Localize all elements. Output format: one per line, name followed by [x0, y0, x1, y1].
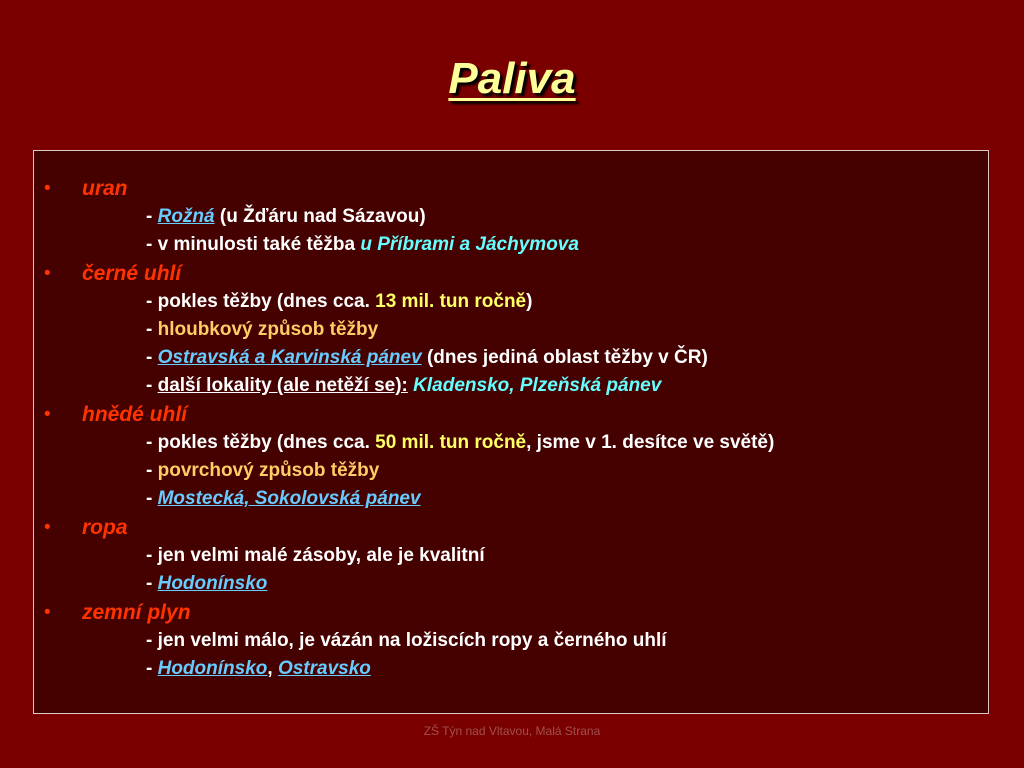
underlined-text: další lokality (ale netěží se):: [157, 375, 408, 396]
production-value: 50 mil. tun ročně: [375, 432, 527, 453]
ropa-line-2: [146, 570, 267, 598]
topic-label: uran: [82, 177, 128, 200]
location-link-rozna[interactable]: Rožná: [157, 206, 215, 227]
zemni-plyn-line-2: [146, 655, 371, 683]
dash: -: [146, 319, 158, 340]
topic-label: ropa: [82, 516, 128, 539]
dash: -: [146, 206, 158, 227]
production-value: 13 mil. tun ročně: [375, 291, 527, 312]
uran-line-1: [146, 203, 426, 231]
topic-uran: [82, 175, 128, 203]
bullet-icon: •: [44, 178, 51, 199]
topic-zemni-plyn: [82, 599, 191, 627]
cerne-uhli-line-2: [146, 316, 378, 344]
dash: -: [146, 460, 158, 481]
detail-text: - jen velmi malé zásoby, ale je kvalitní: [146, 545, 485, 566]
hnede-uhli-line-1: [146, 429, 774, 457]
separator: ,: [267, 658, 278, 679]
slide-title: Paliva: [448, 54, 576, 103]
cerne-uhli-line-1: [146, 288, 532, 316]
location-link-mostecka-sokolovska[interactable]: Mostecká, Sokolovská pánev: [157, 488, 421, 509]
mining-method: povrchový způsob těžby: [157, 460, 380, 481]
bullet-icon: •: [44, 602, 51, 623]
topic-label: černé uhlí: [82, 262, 182, 285]
topic-label: hnědé uhlí: [82, 403, 187, 426]
topic-hnede-uhli: [82, 401, 187, 429]
uran-line-2: [146, 231, 579, 259]
zemni-plyn-line-1: [146, 627, 667, 655]
slide-footer: ZŠ Týn nad Vltavou, Malá Strana: [423, 724, 601, 738]
mining-method: hloubkový způsob těžby: [157, 319, 379, 340]
location-link-ostravsko[interactable]: Ostravsko: [277, 658, 371, 679]
dash: -: [146, 573, 158, 594]
dash: -: [146, 347, 158, 368]
bullet-icon: •: [44, 404, 51, 425]
bullet-icon: •: [44, 263, 51, 284]
location-link-ostravska-karvinska[interactable]: Ostravská a Karvinská pánev: [157, 347, 422, 368]
topic-label: zemní plyn: [82, 601, 191, 624]
location-link-hodoninsko[interactable]: Hodonínsko: [157, 658, 268, 679]
bullet-icon: •: [44, 517, 51, 538]
highlight-text: Kladensko, Plzeňská pánev: [413, 375, 662, 396]
detail-text: - jen velmi málo, je vázán na ložiscích ropy a černého uhlí: [146, 630, 667, 651]
detail-text: , jsme v 1. desítce ve světě): [526, 432, 775, 453]
hnede-uhli-line-2: [146, 457, 379, 485]
cerne-uhli-line-3: [146, 344, 708, 372]
ropa-line-1: [146, 542, 485, 570]
topic-ropa: [82, 514, 128, 542]
dash: -: [146, 658, 158, 679]
detail-text: - v minulosti také těžba: [146, 234, 361, 255]
highlight-text: u Příbrami a Jáchymova: [360, 234, 579, 255]
hnede-uhli-line-3: [146, 485, 421, 513]
detail-text: - pokles těžby (dnes cca.: [146, 291, 376, 312]
detail-text: (dnes jediná oblast těžby v ČR): [421, 347, 708, 368]
detail-text: (u Žďáru nad Sázavou): [214, 206, 426, 227]
detail-text: - pokles těžby (dnes cca.: [146, 432, 376, 453]
dash: -: [146, 375, 158, 396]
location-link-hodoninsko[interactable]: Hodonínsko: [157, 573, 268, 594]
cerne-uhli-line-4: [146, 372, 661, 400]
detail-text: ): [526, 291, 533, 312]
topic-cerne-uhli: [82, 260, 181, 288]
dash: -: [146, 488, 158, 509]
